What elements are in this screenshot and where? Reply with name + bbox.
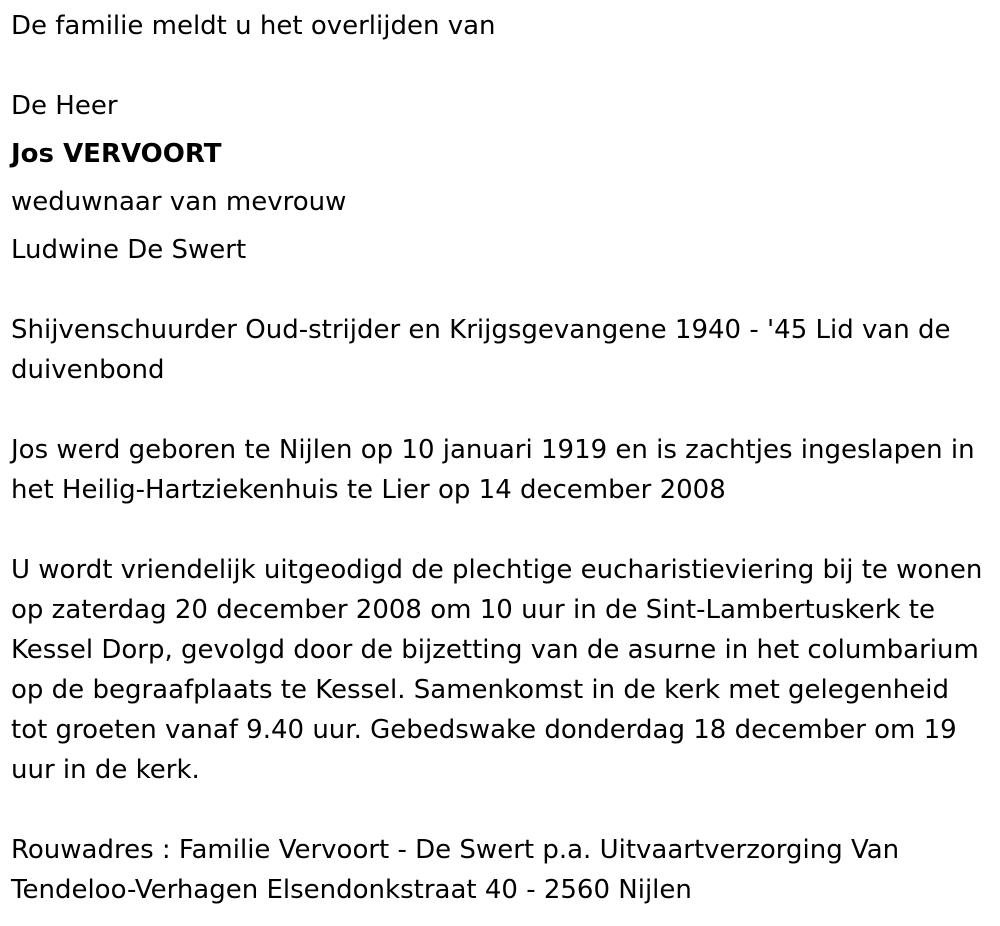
address-paragraph: Rouwadres : Familie Vervoort - De Swert p.a. Uitvaartverzorging Van Tendeloo-Verhagen Elsendonkstraat 40 - 2560 Nijlen <box>11 835 900 905</box>
spouse-name: Ludwine De Swert <box>11 235 247 265</box>
spacer <box>11 46 1000 86</box>
spacer <box>11 790 1000 830</box>
intro-text: De familie meldt u het overlijden van <box>11 11 496 41</box>
life-paragraph: Jos werd geboren te Nijlen op 10 januari 1919 en is zachtjes ingeslapen in het Heilig-Hartziekenhuis te Lier op 14 december 2008 <box>11 435 975 505</box>
spacer <box>11 510 1000 550</box>
spouse-label: weduwnaar van mevrouw <box>11 187 347 217</box>
ceremony-paragraph: U wordt vriendelijk uitgeodigd de plechtige eucharistieviering bij te wonen op zaterdag 20 december 2008 om 10 uur in de Sint-Lambertuskerk te Kessel Dorp, gevolgd door de bijzetting van de asurne in het columbarium op de begraafplaats te Kessel. Samenkomst in de kerk met gelegenheid tot groeten vanaf 9.40 uur. Gebedswake donderdag 18 december om 19 uur in de kerk. <box>11 555 983 785</box>
deceased-name: Jos VERVOORT <box>11 139 222 169</box>
honorific-title: De Heer <box>11 91 118 121</box>
spacer <box>11 270 1000 310</box>
description-paragraph: Shijvenschuurder Oud-strijder en Krijgsgevangene 1940 - '45 Lid van de duivenbond <box>11 315 951 385</box>
spacer <box>11 390 1000 430</box>
